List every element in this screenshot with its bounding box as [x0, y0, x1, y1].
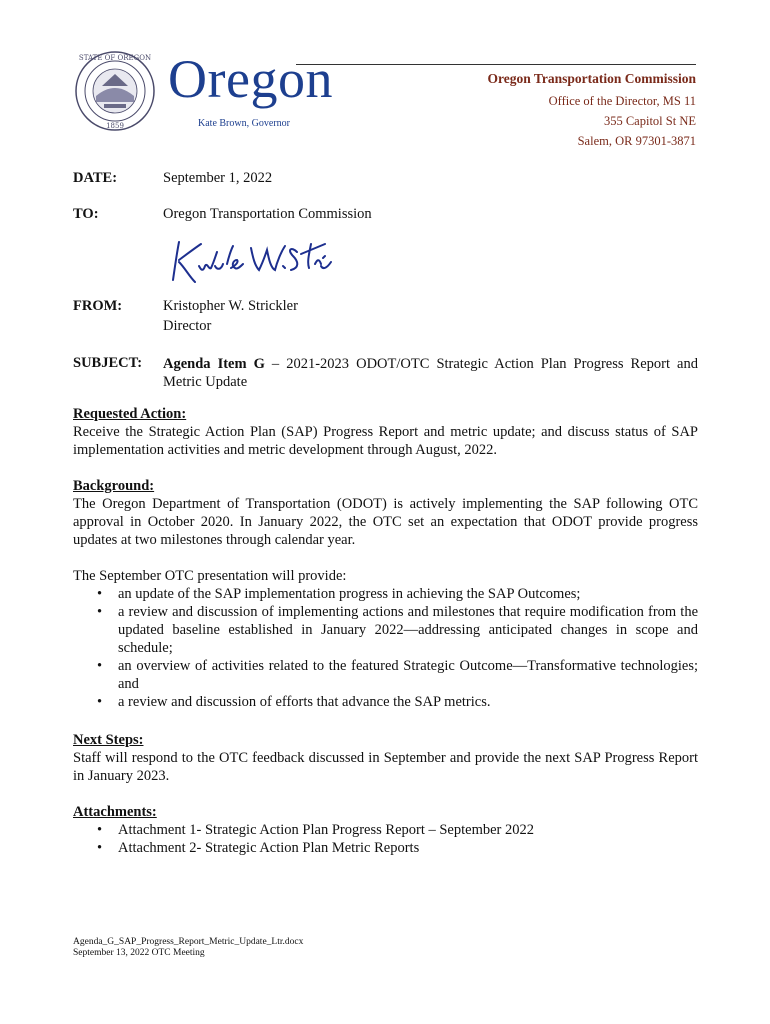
list-item: • a review and discussion of implementing actions and milestones that require modification from the updated baseline established in January 2022—addressing anticipated changes in scope and schedule; [73, 603, 698, 657]
background-text: The Oregon Department of Transportation (ODOT) is actively implementing the SAP following OTC approval in October 2020. In January 2022, the OTC set an expectation that ODOT provide progress updates at two milestones through calendar year. [73, 496, 698, 548]
attachments-section [73, 803, 698, 857]
next-steps-text: Staff will respond to the OTC feedback discussed in September and provide the next SAP Progress Report in January 2023. [73, 750, 698, 784]
from-title: Director [163, 318, 212, 334]
presentation-section [73, 567, 698, 711]
list-item: • an update of the SAP implementation progress in achieving the SAP Outcomes; [73, 585, 698, 603]
attachments-heading: Attachments: [73, 804, 157, 820]
date-label: DATE: [73, 170, 118, 186]
list-item: • Attachment 2- Strategic Action Plan Metric Reports [73, 839, 698, 857]
address-line-3: Salem, OR 97301-3871 [577, 134, 696, 148]
director-signature [165, 236, 335, 288]
footer-filename: Agenda_G_SAP_Progress_Report_Metric_Update_Ltr.docx [73, 937, 304, 947]
subject-agenda-item: Agenda Item G [163, 356, 265, 372]
next-steps-heading: Next Steps: [73, 732, 144, 748]
svg-text:1859: 1859 [106, 122, 124, 130]
requested-action-heading: Requested Action: [73, 406, 187, 422]
attachments-list [73, 821, 698, 857]
from-label: FROM: [73, 298, 123, 314]
list-item: • Attachment 1- Strategic Action Plan Progress Report – September 2022 [73, 821, 698, 839]
organization-name: Oregon Transportation Commission [487, 71, 696, 86]
requested-action-section [73, 405, 698, 459]
state-seal-icon [74, 50, 156, 132]
oregon-wordmark: Oregon [168, 49, 333, 109]
footer-meeting: September 13, 2022 OTC Meeting [73, 948, 205, 958]
background-heading: Background: [73, 478, 155, 494]
presentation-list [73, 585, 698, 711]
from-name: Kristopher W. Strickler [163, 298, 298, 314]
list-item: • an overview of activities related to the featured Strategic Outcome—Transformative technologies; and [73, 657, 698, 693]
list-item: • a review and discussion of efforts that advance the SAP metrics. [73, 693, 698, 711]
svg-text:STATE OF OREGON: STATE OF OREGON [78, 54, 152, 62]
date-value: September 1, 2022 [163, 170, 273, 186]
subject-label: SUBJECT: [73, 355, 143, 371]
to-value: Oregon Transportation Commission [163, 206, 372, 222]
letterhead-rule [296, 64, 696, 65]
to-label: TO: [73, 206, 99, 222]
governor-name: Kate Brown, Governor [198, 118, 290, 129]
background-section [73, 477, 698, 549]
subject-value [163, 355, 698, 391]
requested-action-text: Receive the Strategic Action Plan (SAP) Progress Report and metric update; and discuss status of SAP implementation activities and metric development through August, 2022. [73, 424, 698, 458]
address-line-2: 355 Capitol St NE [603, 114, 696, 128]
address-line-1: Office of the Director, MS 11 [548, 94, 696, 108]
next-steps-section [73, 731, 698, 785]
presentation-intro: The September OTC presentation will provide: [73, 568, 347, 584]
subject-text: – 2021-2023 ODOT/OTC Strategic Action Plan Progress Report and Metric Update [163, 356, 698, 390]
